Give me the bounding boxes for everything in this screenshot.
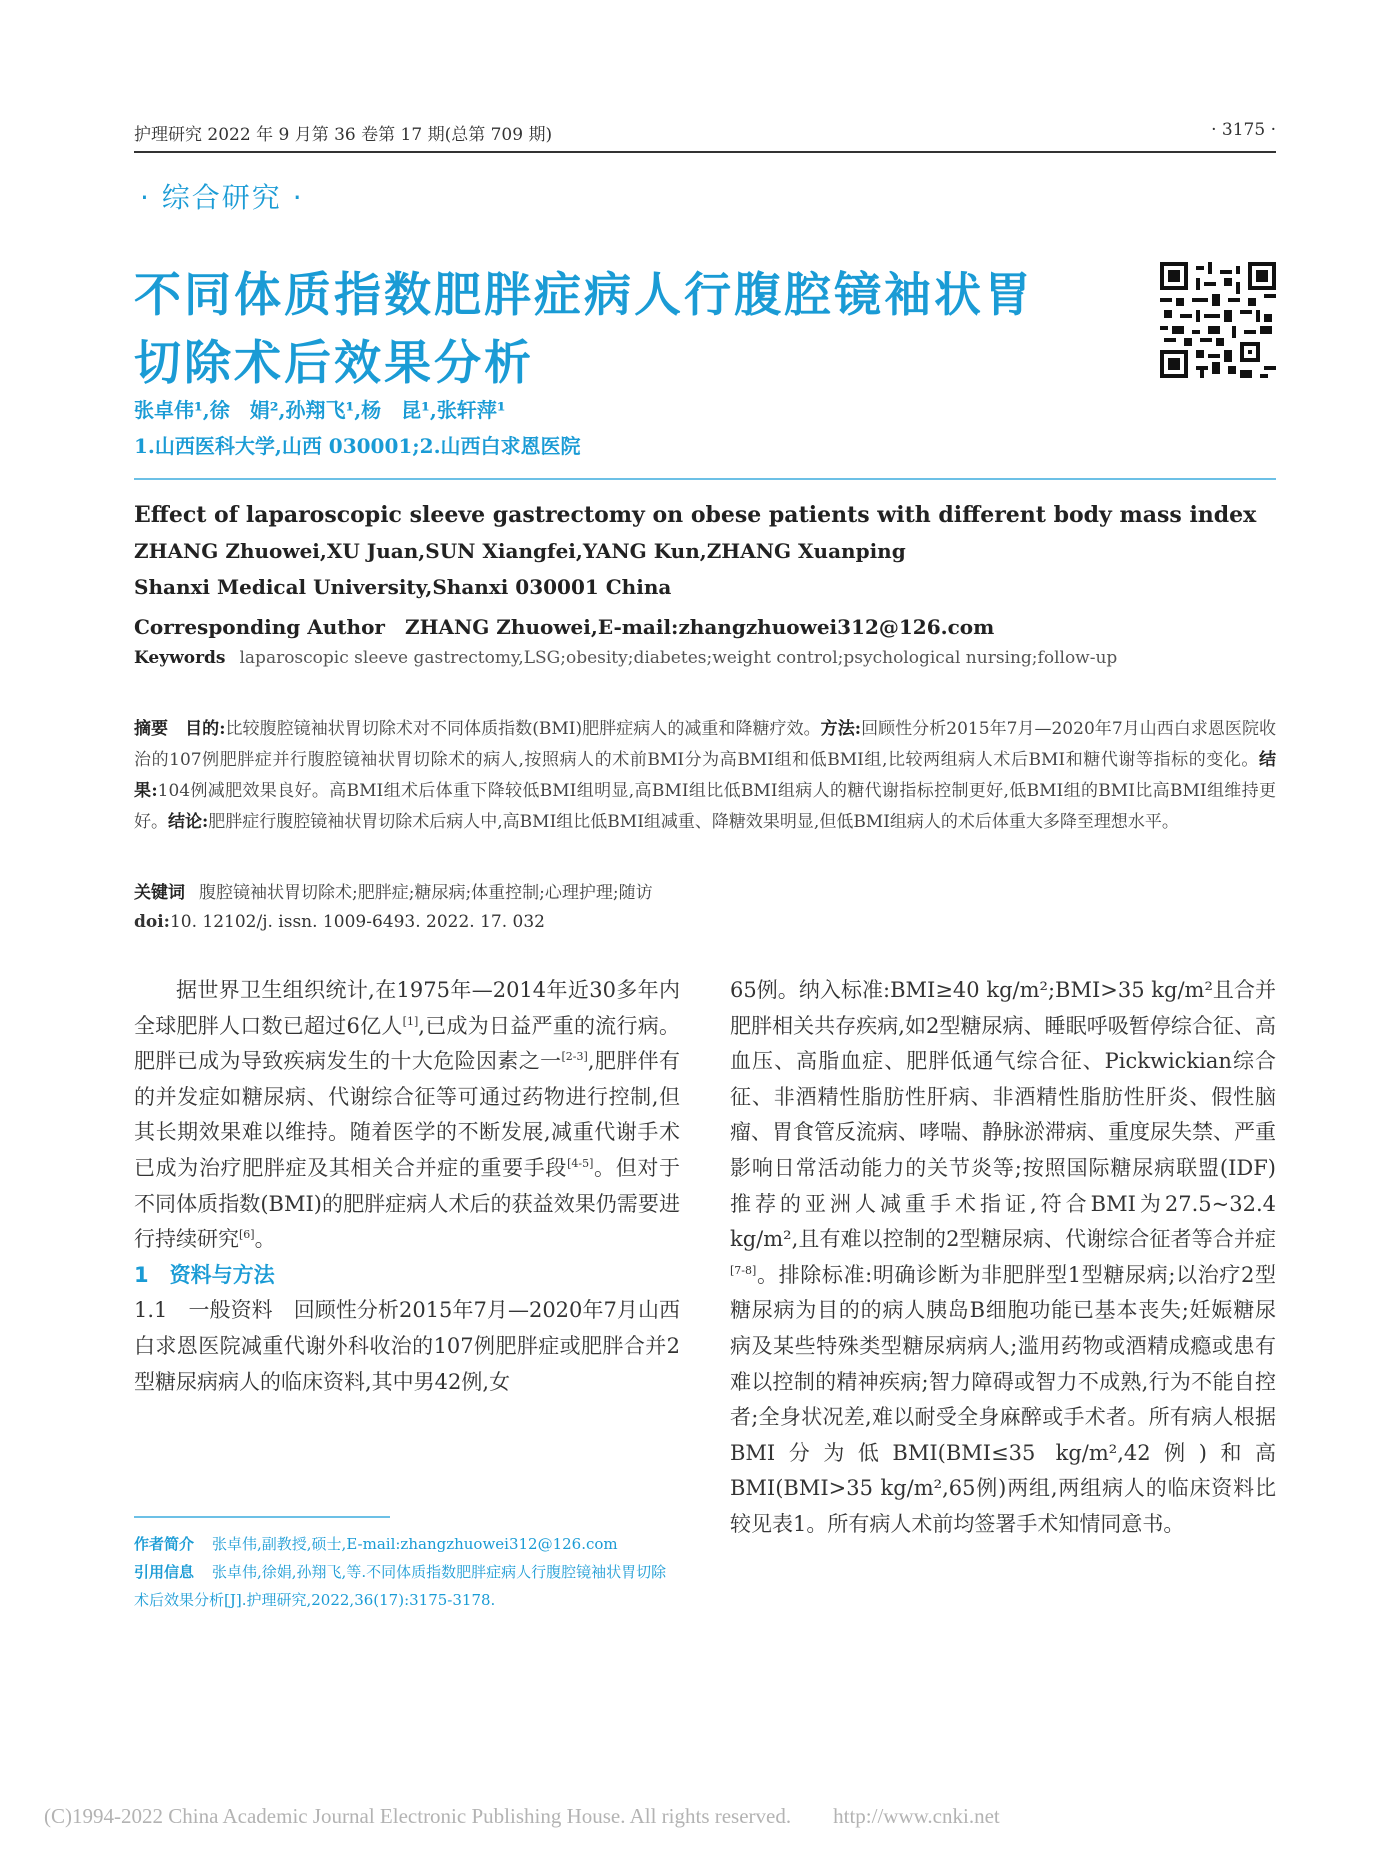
exclusion-text: 。排除标准:明确诊断为非肥胖型1型糖尿病;以治疗2型糖尿病为目的的病人胰岛B细胞功能已基本丧失;妊娠糖尿病及某些特殊类型糖尿病病人;滥用药物或酒精成瘾或患有难以控制的精神疾病;智力障碍或智力不成熟,行为不能自控者;全身状况差,难以耐受全身麻醉或手术者。所有病人根据BMI分为低BMI(BMI≤35 kg/m²,42例)和高BMI(BMI>35 kg/m²,65例)两组,两组病人的临床资料比较见表1。所有病人术前均签署手术知情同意书。 — [730, 1262, 1276, 1536]
conclusion-text: 肥胖症行腹腔镜袖状胃切除术后病人中,高BMI组比低BMI组减重、降糖效果明显,但低BMI组病人的术后体重大多降至理想水平。 — [208, 812, 1179, 832]
citation-info — [134, 1558, 680, 1614]
corresponding-author: Corresponding Author ZHANG Zhuowei,E-mail:zhangzhuowei312@126.com — [134, 615, 995, 639]
abstract-label: 摘要 — [134, 719, 169, 739]
authors-cn: 张卓伟¹,徐 娟²,孙翔飞¹,杨 昆¹,张轩萍¹ — [134, 398, 506, 422]
intro-text-1: 据世界卫生组织统计,在1975年—2014年近30多年内全球肥胖人口数已超过6亿人 — [134, 978, 680, 1038]
doi-label: doi: — [134, 912, 170, 932]
abstract-cn — [134, 714, 1276, 838]
keywords-cn-text: 腹腔镜袖状胃切除术;肥胖症;糖尿病;体重控制;心理护理;随访 — [199, 883, 653, 903]
intro-text-2: ,已成为日益严重的流行病。肥胖已成为导致疾病发生的十大危险因素之一 — [134, 1013, 680, 1074]
intro-text-5: 。 — [254, 1227, 276, 1252]
citation-ref[interactable]: [2-3] — [561, 1050, 588, 1064]
english-authors: ZHANG Zhuowei,XU Juan,SUN Xiangfei,YANG Kun,ZHANG Xuanping — [134, 539, 906, 563]
author-bio — [134, 1530, 680, 1558]
body-left-column — [134, 973, 680, 1400]
keywords-cn — [134, 878, 653, 903]
section-tag: · 综合研究 · — [140, 181, 304, 214]
criteria-paragraph — [730, 973, 1276, 1543]
english-affiliation: Shanxi Medical University,Shanxi 030001 China — [134, 575, 672, 599]
title-line-2: 切除术后效果分析 — [134, 336, 534, 391]
doi — [134, 912, 545, 932]
footnote-divider — [134, 1516, 390, 1518]
page-number: · 3175 · — [1211, 120, 1276, 140]
intro-text-4: 。但对于不同体质指数(BMI)的肥胖症病人术后的获益效果仍需要进行持续研究 — [134, 1155, 681, 1252]
affiliation-cn: 1.山西医科大学,山西 030001;2.山西白求恩医院 — [134, 434, 581, 458]
objective-label: 目的: — [185, 719, 226, 739]
journal-header: 护理研究 2022 年 9 月第 36 卷第 17 期(总第 709 期) — [134, 125, 553, 145]
author-bio-label: 作者简介 — [134, 1535, 195, 1553]
results-text: 104例减肥效果良好。高BMI组术后体重下降较低BMI组明显,高BMI组比低BMI组病人的糖代谢指标控制更好,低BMI组的BMI比高BMI组维持更好。 — [134, 781, 1276, 832]
methods-body-text: 回顾性分析2015年7月—2020年7月山西白求恩医院减重代谢外科收治的107例肥胖症或肥胖合并2型糖尿病病人的临床资料,其中男42例,女 — [134, 1298, 680, 1394]
citation-ref[interactable]: [1] — [402, 1014, 419, 1028]
author-bio-text: 张卓伟,副教授,硕士,E-mail:zhangzhuowei312@126.com — [212, 1535, 618, 1553]
results-label: 结果: — [134, 750, 1276, 801]
objective-text: 比较腹腔镜袖状胃切除术对不同体质指数(BMI)肥胖症病人的减重和降糖疗效。 — [225, 719, 821, 739]
title-line-1: 不同体质指数肥胖症病人行腹腔镜袖状胃 — [134, 268, 1034, 323]
header-divider — [134, 151, 1276, 153]
inclusion-text: 65例。纳入标准:BMI≥40 kg/m²;BMI>35 kg/m²且合并肥胖相关共存疾病,如2型糖尿病、睡眠呼吸暂停综合征、高血压、高脂血症、肥胖低通气综合征、Pickwickian综合征、非酒精性脂肪性肝病、非酒精性脂肪性肝炎、假性脑瘤、胃食管反流病、哮喘、静脉淤滞病、重度尿失禁、严重影响日常活动能力的关节炎等;按照国际糖尿病联盟(IDF)推荐的亚洲人减重手术指证,符合BMI为27.5~32.4 kg/m²,且有难以控制的2型糖尿病、代谢综合征者等合并症 — [730, 978, 1276, 1252]
citation-info-label: 引用信息 — [134, 1563, 195, 1581]
methods-label: 方法: — [820, 719, 862, 739]
english-title: Effect of laparoscopic sleeve gastrectomy on obese patients with different body mass index — [134, 502, 1257, 528]
doi-text: 10. 12102/j. issn. 1009-6493. 2022. 17. 032 — [169, 912, 545, 932]
copyright-notice: (C)1994-2022 China Academic Journal Electronic Publishing House. All rights reserved. http://www.cnki.net — [44, 1804, 1000, 1828]
english-keywords-label: Keywords — [134, 648, 226, 668]
section-heading-1: 1 资料与方法 — [134, 1262, 275, 1287]
citation-info-text: 张卓伟,徐娟,孙翔飞,等.不同体质指数肥胖症病人行腹腔镜袖状胃切除术后效果分析[J].护理研究,2022,36(17):3175-3178. — [134, 1563, 667, 1609]
article-title — [134, 262, 1094, 398]
body-right-column — [730, 973, 1276, 1543]
methods-paragraph — [134, 1293, 680, 1400]
english-keywords-text: laparoscopic sleeve gastrectomy,LSG;obesity;diabetes;weight control;psychological nursing;follow-up — [239, 648, 1118, 668]
keywords-cn-label: 关键词 — [134, 883, 185, 903]
citation-ref[interactable]: [7-8] — [730, 1263, 757, 1277]
qr-code-icon — [1160, 262, 1276, 378]
intro-paragraph — [134, 973, 680, 1258]
citation-ref[interactable]: [6] — [239, 1228, 255, 1242]
intro-text-3: ,肥胖伴有的并发症如糖尿病、代谢综合征等可通过药物进行控制,但其长期效果难以维持。随着医学的不断发展,减重代谢手术已成为治疗肥胖症及其相关合并症的重要手段 — [134, 1049, 680, 1180]
conclusion-label: 结论: — [168, 812, 209, 832]
title-divider — [134, 478, 1276, 480]
methods-text: 回顾性分析2015年7月—2020年7月山西白求恩医院收治的107例肥胖症并行腹腔镜袖状胃切除术的病人,按照病人的术前BMI分为高BMI组和低BMI组,比较两组病人术后BMI和糖代谢等指标的变化。 — [134, 719, 1276, 770]
subsection-heading: 1.1 一般资料 — [134, 1298, 273, 1323]
english-keywords — [134, 648, 1117, 668]
citation-ref[interactable]: [4-5] — [567, 1156, 594, 1170]
